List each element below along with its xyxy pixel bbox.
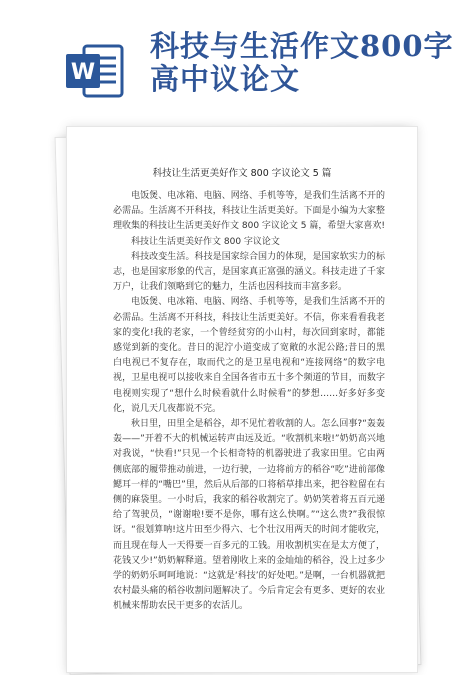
svg-text:W: W bbox=[70, 60, 96, 85]
article-body bbox=[113, 189, 385, 615]
paragraph: 科技改变生活。科技是国家综合国力的体现，是国家软实力的标志，也是国家形象的代言，是国家真正富强的涵义。科技走进了千家万户，让我们领略到它的魅力，生活也因科技而丰富多彩。 bbox=[113, 251, 385, 293]
paragraph-subtitle: 科技让生活更美好作文 800 字议论文 bbox=[131, 236, 280, 247]
paragraph: 秋日里，田里全是稻谷，却不见忙着收割的人。怎么回事?“轰轰轰——”开着不大的机械运转声由远及近。“收割机来啦!”奶奶高兴地对我说，“快看!”只见一个长相奇特的机器驶进了我家田里。它由两侧底部的履带推动前进，一边行驶，一边将前方的稻谷“吃”进前部像鳃耳一样的“嘴巴”里，然后从后部的口将稻草排出来，把谷粒留在右侧的麻袋里。一小时后，我家的稻谷收割完了。奶奶笑着将五百元递给了驾驶员，“谢谢啦!要不是你，哪有这么快啊。”“这么贵?”我很惊讶。“很划算呐!这片田至少得六、七个壮汉用两天的时间才能收完，而且现在每人一天得要一百多元的工钱。用收割机实在是太方便了，花钱又少!”奶奶解释道。望着刚收上来的金灿灿的稻谷，没上过多少学的奶奶乐呵呵地说：“这就是‘科技’的好处吧。”是啊，一台机器就把农村最头痛的稻谷收割问题解决了。今后肯定会有更多、更好的农业机械来帮助农民干更多的农活儿。 bbox=[113, 419, 385, 612]
page-title: 科技与生活作文800字高中议论文 bbox=[150, 29, 454, 96]
paragraph: 电饭煲、电冰箱、电脑、网络、手机等等，是我们生活离不开的必需品。生活离不开科技，科技让生活更美好。不信，你来看看我老家的变化!我的老家，一个曾经贫穷的小山村，每次回到家时，都能感觉到新的变化。昔日的泥泞小道变成了宽敞的水泥公路;昔日的黑白电视已不复存在，取而代之的是卫星电视和“连接网络”的数字电视，卫星电视可以接收来自全国各省市五十多个频道的节目，而数字电视则实现了“想什么时候看就什么时候看”的梦想……好多好多变化，说几天几夜都说不完。 bbox=[113, 297, 385, 414]
word-document-icon bbox=[64, 40, 126, 102]
paragraph: 电饭煲、电冰箱、电脑、网络、手机等等，是我们生活离不开的必需品。生活离不开科技，科技让生活更美好。下面是小编为大家整理收集的科技让生活更美好作文 800 字议论文 5 篇，希望大家喜欢! bbox=[113, 191, 385, 232]
article-title: 科技让生活更美好作文 800 字议论文 5 篇 bbox=[152, 168, 332, 179]
page-header bbox=[0, 0, 474, 118]
document-page bbox=[66, 126, 418, 673]
